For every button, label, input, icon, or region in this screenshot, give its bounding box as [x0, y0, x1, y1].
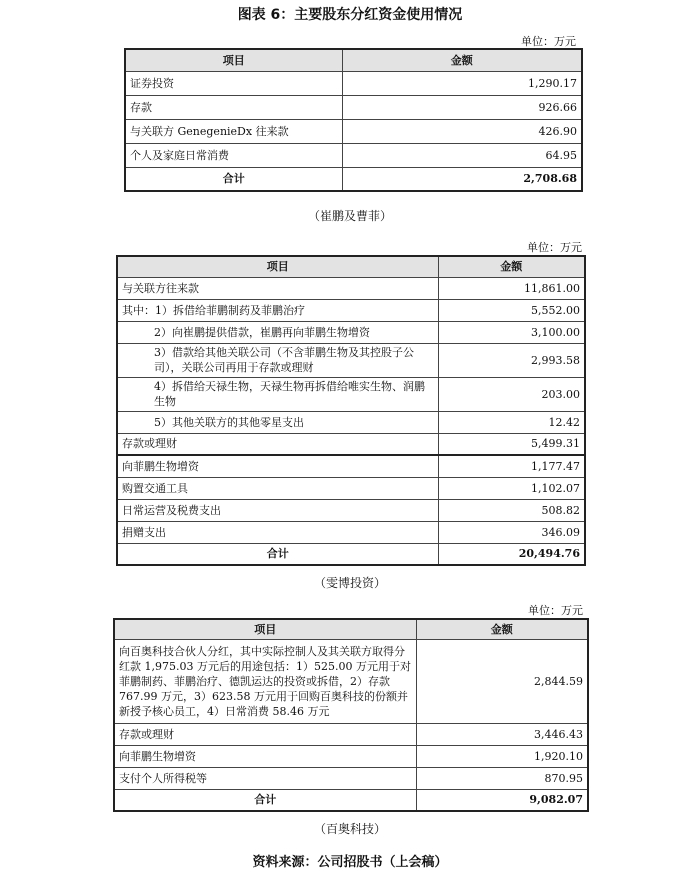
row-label: 存款或理财 [114, 723, 416, 745]
header-amount: 金额 [438, 256, 585, 277]
row-label: 与关联方往来款 [117, 277, 438, 299]
row-label: 与关联方 GenegenieDx 往来款 [125, 119, 342, 143]
row-amount: 926.66 [342, 95, 582, 119]
table-row [114, 639, 588, 723]
total-amount: 2,708.68 [342, 167, 582, 191]
row-amount: 11,861.00 [438, 277, 585, 299]
table-row [117, 343, 585, 377]
row-label: 存款或理财 [117, 433, 438, 455]
source-note: 资料来源：公司招股书（上会稿） [252, 855, 448, 870]
header-item: 项目 [125, 49, 342, 71]
row-label: 向菲鹏生物增资 [117, 455, 438, 477]
row-label: 个人及家庭日常消费 [125, 143, 342, 167]
row-label: 2）向崔鹏提供借款，崔鹏再向菲鹏生物增资 [117, 321, 438, 343]
row-amount: 508.82 [438, 499, 585, 521]
row-amount: 2,844.59 [416, 639, 588, 723]
row-label: 存款 [125, 95, 342, 119]
total-row [114, 789, 588, 811]
table-header [125, 49, 582, 71]
caption-1: （崔鹏及曹菲） [307, 209, 392, 223]
table-row [117, 321, 585, 343]
caption-3: （百奥科技） [313, 822, 386, 836]
table-row [125, 143, 582, 167]
unit-label-3: 单位：万元 [528, 604, 583, 617]
total-row [117, 543, 585, 565]
row-amount: 5,552.00 [438, 299, 585, 321]
total-label: 合计 [114, 789, 416, 811]
table-header [114, 619, 588, 639]
row-amount: 3,100.00 [438, 321, 585, 343]
row-amount: 1,290.17 [342, 71, 582, 95]
table-row [117, 499, 585, 521]
row-label: 5）其他关联方的其他零星支出 [117, 411, 438, 433]
row-amount: 426.90 [342, 119, 582, 143]
table-row [117, 477, 585, 499]
table-row [125, 119, 582, 143]
total-label: 合计 [117, 543, 438, 565]
row-amount: 1,920.10 [416, 745, 588, 767]
figure-title: 图表 6：主要股东分红资金使用情况 [237, 7, 463, 23]
unit-label-2: 单位：万元 [527, 241, 582, 254]
table-row [117, 377, 585, 411]
row-amount: 870.95 [416, 767, 588, 789]
row-amount: 1,177.47 [438, 455, 585, 477]
row-amount: 5,499.31 [438, 433, 585, 455]
header-item: 项目 [114, 619, 416, 639]
table-3 [113, 618, 589, 812]
unit-label-1: 单位：万元 [521, 35, 576, 48]
table-row [117, 455, 585, 477]
caption-2: （雯博投资） [313, 576, 386, 590]
table-row [117, 521, 585, 543]
table-header [117, 256, 585, 277]
row-label: 3）借款给其他关联公司（不含菲鹏生物及其控股子公司），关联公司再用于存款或理财 [117, 343, 438, 377]
total-row [125, 167, 582, 191]
row-label: 向菲鹏生物增资 [114, 745, 416, 767]
header-amount: 金额 [416, 619, 588, 639]
row-amount: 3,446.43 [416, 723, 588, 745]
row-amount: 12.42 [438, 411, 585, 433]
table-row [117, 299, 585, 321]
table-row [114, 745, 588, 767]
row-label: 日常运营及税费支出 [117, 499, 438, 521]
row-label: 捐赠支出 [117, 521, 438, 543]
row-amount: 346.09 [438, 521, 585, 543]
table-row [125, 95, 582, 119]
row-label: 4）拆借给天禄生物，天禄生物再拆借给唯实生物、润鹏生物 [117, 377, 438, 411]
total-amount: 20,494.76 [438, 543, 585, 565]
table-row [114, 767, 588, 789]
row-amount: 203.00 [438, 377, 585, 411]
table-row [114, 723, 588, 745]
table-row [117, 433, 585, 455]
header-item: 项目 [117, 256, 438, 277]
header-amount: 金额 [342, 49, 582, 71]
row-label: 其中：1）拆借给菲鹏制药及菲鹏治疗 [117, 299, 438, 321]
table-1 [124, 48, 583, 192]
row-label: 支付个人所得税等 [114, 767, 416, 789]
table-row [125, 71, 582, 95]
row-label: 向百奥科技合伙人分红，其中实际控制人及其关联方取得分红款 1,975.03 万元后的用途包括：1）525.00 万元用于对菲鹏制药、菲鹏治疗、德凯运达的投资或拆借，2）存款 767.99 万元，3）623.58 万元用于回购百奥科技的份额并新授予核心员工，4）日常消费 58.46 万元 [114, 639, 416, 723]
row-label: 证券投资 [125, 71, 342, 95]
row-label: 购置交通工具 [117, 477, 438, 499]
table-2 [116, 255, 586, 566]
row-amount: 64.95 [342, 143, 582, 167]
table-row [117, 277, 585, 299]
total-amount: 9,082.07 [416, 789, 588, 811]
row-amount: 1,102.07 [438, 477, 585, 499]
table-row [117, 411, 585, 433]
row-amount: 2,993.58 [438, 343, 585, 377]
total-label: 合计 [125, 167, 342, 191]
